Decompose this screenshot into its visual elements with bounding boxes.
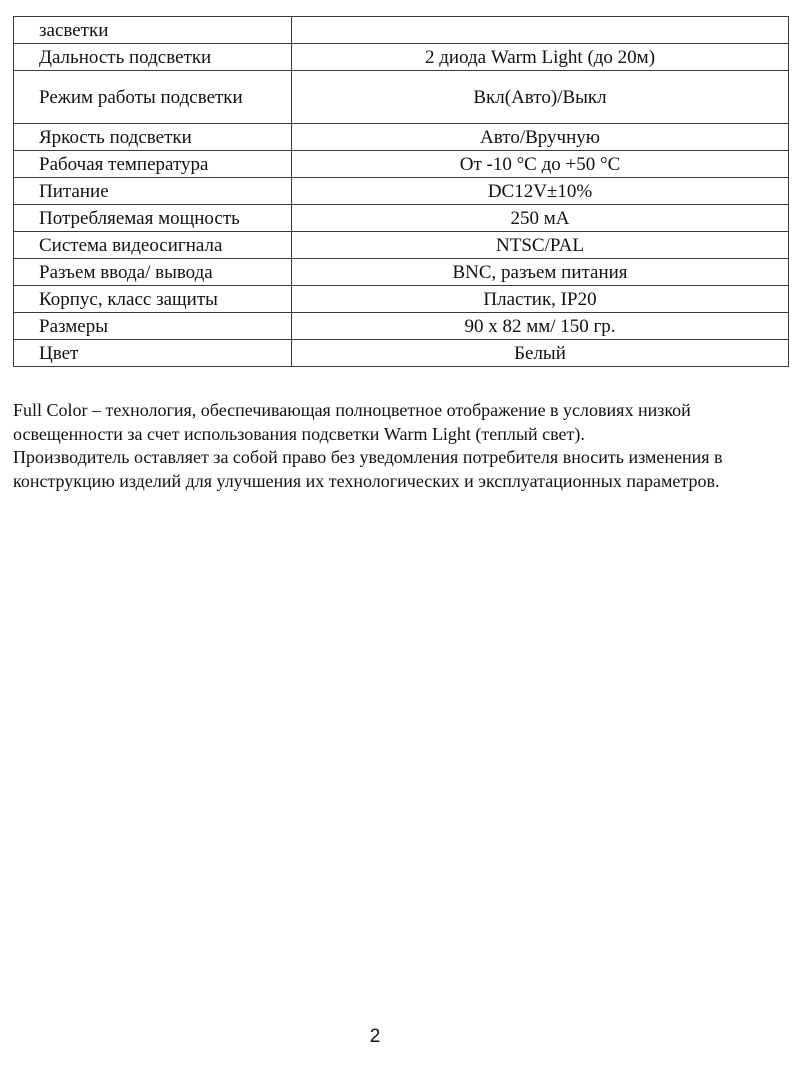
row-value: NTSC/PAL [292,232,789,259]
row-label: засветки [14,17,292,44]
table-row [14,340,789,367]
row-label: Питание [14,178,292,205]
row-value: Вкл(Авто)/Выкл [292,71,789,124]
row-label: Рабочая температура [14,151,292,178]
table-row [14,286,789,313]
row-value: 250 мА [292,205,789,232]
row-label: Разъем ввода/ вывода [14,259,292,286]
row-value: BNC, разъем питания [292,259,789,286]
table-row [14,71,789,124]
row-label: Дальность подсветки [14,44,292,71]
row-label: Цвет [14,340,292,367]
table-row [14,232,789,259]
table-row [14,124,789,151]
table-row [14,44,789,71]
row-label: Яркость подсветки [14,124,292,151]
table-row [14,313,789,340]
table-row [14,178,789,205]
table-row [14,259,789,286]
row-label: Режим работы подсветки [14,71,292,124]
spec-table [13,16,789,367]
row-value: От -10 °С до +50 °С [292,151,789,178]
row-label: Система видеосигнала [14,232,292,259]
row-value [292,17,789,44]
row-value: Пластик, IP20 [292,286,789,313]
row-value: 2 диода Warm Light (до 20м) [292,44,789,71]
row-value: Авто/Вручную [292,124,789,151]
row-label: Размеры [14,313,292,340]
table-row [14,151,789,178]
table-row [14,17,789,44]
row-value: Белый [292,340,789,367]
page-number: 2 [369,1026,381,1047]
full-color-note: Full Color – технология, обеспечивающая полноцветное отображение в условиях низкой освещенности за счет использования подсветки Warm Light (теплый свет). [13,400,691,444]
row-value: 90 х 82 мм/ 150 гр. [292,313,789,340]
row-label: Потребляемая мощность [14,205,292,232]
row-label: Корпус, класс защиты [14,286,292,313]
row-value: DC12V±10% [292,178,789,205]
notes-section [13,399,753,493]
table-row [14,205,789,232]
disclaimer-note: Производитель оставляет за собой право без уведомления потребителя вносить изменения в конструкцию изделий для улучшения их технологических и эксплуатационных параметров. [13,447,723,491]
